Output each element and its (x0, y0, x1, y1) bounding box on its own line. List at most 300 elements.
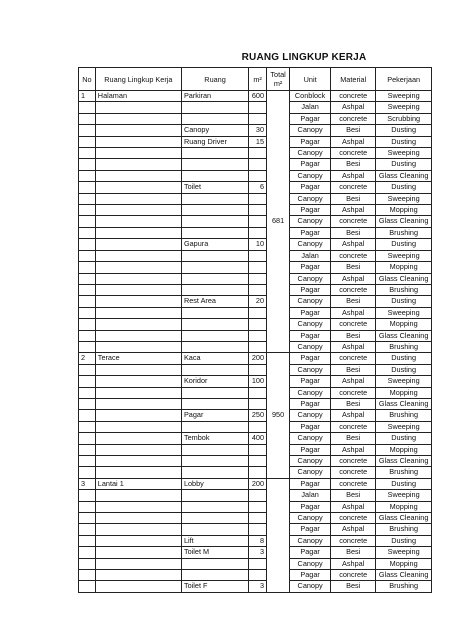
section-number-cell (79, 330, 96, 341)
pekerjaan-cell: Dusting (376, 535, 432, 546)
m2-cell (249, 330, 267, 341)
pekerjaan-cell: Brushing (376, 341, 432, 352)
ruang-cell (181, 444, 248, 455)
section-name-cell (95, 524, 181, 535)
section-number-cell (79, 182, 96, 193)
m2-cell: 100 (249, 376, 267, 387)
unit-cell: Pagar (290, 524, 331, 535)
section-number-cell: 2 (79, 353, 96, 364)
section-name-cell (95, 148, 181, 159)
section-name-cell (95, 273, 181, 284)
table-row (79, 159, 432, 170)
m2-cell (249, 490, 267, 501)
table-row (79, 227, 432, 238)
table-row (79, 433, 432, 444)
pekerjaan-cell: Glass Cleaning (376, 456, 432, 467)
table-row (79, 478, 432, 489)
pekerjaan-cell: Sweeping (376, 148, 432, 159)
section-number-cell (79, 410, 96, 421)
section-name-cell (95, 250, 181, 261)
unit-cell: Canopy (290, 125, 331, 136)
pekerjaan-cell: Sweeping (376, 307, 432, 318)
material-cell: Ashpal (331, 307, 376, 318)
pekerjaan-cell: Glass Cleaning (376, 398, 432, 409)
ruang-cell (181, 102, 248, 113)
table-header-row (79, 68, 432, 91)
ruang-cell (181, 319, 248, 330)
material-cell: concrete (331, 535, 376, 546)
m2-cell: 8 (249, 535, 267, 546)
pekerjaan-cell: Sweeping (376, 193, 432, 204)
section-number-cell (79, 205, 96, 216)
section-name-cell (95, 307, 181, 318)
table-row (79, 387, 432, 398)
unit-cell: Pagar (290, 353, 331, 364)
table-row (79, 250, 432, 261)
unit-cell: Pagar (290, 182, 331, 193)
unit-cell: Pagar (290, 284, 331, 295)
m2-cell (249, 205, 267, 216)
material-cell: concrete (331, 456, 376, 467)
total-cell: 681 (267, 91, 290, 353)
section-number-cell (79, 113, 96, 124)
unit-cell: Pagar (290, 136, 331, 147)
table-row (79, 284, 432, 295)
total-cell (267, 478, 290, 592)
table-row (79, 535, 432, 546)
section-number-cell (79, 467, 96, 478)
material-cell: Besi (331, 581, 376, 592)
section-number-cell (79, 159, 96, 170)
table-row (79, 193, 432, 204)
ruang-cell (181, 501, 248, 512)
section-name-cell (95, 182, 181, 193)
header-pekerjaan: Pekerjaan (376, 68, 432, 91)
section-name-cell (95, 159, 181, 170)
ruang-cell (181, 273, 248, 284)
table-row (79, 410, 432, 421)
table-row (79, 376, 432, 387)
section-name-cell (95, 456, 181, 467)
table-row (79, 490, 432, 501)
section-name-cell (95, 490, 181, 501)
unit-cell: Canopy (290, 433, 331, 444)
material-cell: concrete (331, 91, 376, 102)
unit-cell: Canopy (290, 456, 331, 467)
ruang-cell: Koridor (181, 376, 248, 387)
material-cell: Besi (331, 330, 376, 341)
ruang-cell (181, 524, 248, 535)
unit-cell: Canopy (290, 273, 331, 284)
unit-cell: Jalan (290, 490, 331, 501)
section-number-cell (79, 148, 96, 159)
material-cell: concrete (331, 284, 376, 295)
scope-table (78, 67, 432, 593)
section-name-cell (95, 296, 181, 307)
ruang-cell (181, 250, 248, 261)
section-number-cell (79, 558, 96, 569)
section-number-cell (79, 456, 96, 467)
pekerjaan-cell: Glass Cleaning (376, 330, 432, 341)
pekerjaan-cell: Dusting (376, 364, 432, 375)
material-cell: Besi (331, 433, 376, 444)
ruang-cell (181, 307, 248, 318)
m2-cell (249, 558, 267, 569)
table-row (79, 307, 432, 318)
unit-cell: Canopy (290, 239, 331, 250)
ruang-cell (181, 364, 248, 375)
unit-cell: Pagar (290, 547, 331, 558)
ruang-cell (181, 216, 248, 227)
ruang-cell (181, 330, 248, 341)
section-name-cell (95, 125, 181, 136)
ruang-cell (181, 421, 248, 432)
ruang-cell (181, 467, 248, 478)
section-name-cell: Terace (95, 353, 181, 364)
m2-cell: 6 (249, 182, 267, 193)
section-number-cell (79, 136, 96, 147)
ruang-cell: Lift (181, 535, 248, 546)
table-row (79, 398, 432, 409)
pekerjaan-cell: Glass Cleaning (376, 273, 432, 284)
section-name-cell (95, 433, 181, 444)
section-name-cell (95, 444, 181, 455)
section-name-cell (95, 421, 181, 432)
ruang-cell: Ruang Driver (181, 136, 248, 147)
unit-cell: Pagar (290, 227, 331, 238)
section-name-cell (95, 284, 181, 295)
section-number-cell (79, 490, 96, 501)
table-row (79, 570, 432, 581)
unit-cell: Canopy (290, 193, 331, 204)
section-name-cell (95, 581, 181, 592)
ruang-cell (181, 170, 248, 181)
section-name-cell (95, 535, 181, 546)
table-row (79, 444, 432, 455)
ruang-cell (181, 513, 248, 524)
ruang-cell: Kaca (181, 353, 248, 364)
unit-cell: Canopy (290, 535, 331, 546)
unit-cell: Canopy (290, 387, 331, 398)
ruang-cell: Lobby (181, 478, 248, 489)
section-name-cell (95, 227, 181, 238)
ruang-cell (181, 205, 248, 216)
pekerjaan-cell: Sweeping (376, 490, 432, 501)
section-number-cell (79, 444, 96, 455)
table-row (79, 262, 432, 273)
material-cell: Ashpal (331, 410, 376, 421)
unit-cell: Canopy (290, 296, 331, 307)
section-number-cell (79, 216, 96, 227)
material-cell: Ashpal (331, 341, 376, 352)
section-name-cell (95, 467, 181, 478)
m2-cell (249, 113, 267, 124)
section-number-cell (79, 387, 96, 398)
m2-cell (249, 364, 267, 375)
m2-cell (249, 284, 267, 295)
m2-cell (249, 273, 267, 284)
pekerjaan-cell: Mopping (376, 205, 432, 216)
section-number-cell (79, 341, 96, 352)
total-cell: 950 (267, 353, 290, 478)
unit-cell: Pagar (290, 376, 331, 387)
unit-cell: Canopy (290, 148, 331, 159)
table-row (79, 273, 432, 284)
header-ruang: Ruang (181, 68, 248, 91)
pekerjaan-cell: Sweeping (376, 547, 432, 558)
section-number-cell (79, 102, 96, 113)
section-number-cell (79, 433, 96, 444)
table-row (79, 319, 432, 330)
section-number-cell (79, 273, 96, 284)
material-cell: concrete (331, 570, 376, 581)
section-number-cell (79, 547, 96, 558)
pekerjaan-cell: Mopping (376, 262, 432, 273)
section-number-cell (79, 364, 96, 375)
m2-cell (249, 319, 267, 330)
material-cell: Besi (331, 296, 376, 307)
section-number-cell (79, 250, 96, 261)
unit-cell: Pagar (290, 444, 331, 455)
m2-cell: 3 (249, 581, 267, 592)
section-number-cell (79, 581, 96, 592)
section-number-cell (79, 376, 96, 387)
material-cell: concrete (331, 113, 376, 124)
unit-cell: Canopy (290, 410, 331, 421)
table-row (79, 456, 432, 467)
table-row (79, 239, 432, 250)
m2-cell: 200 (249, 353, 267, 364)
table-row (79, 296, 432, 307)
m2-cell (249, 102, 267, 113)
section-name-cell (95, 558, 181, 569)
ruang-cell (181, 227, 248, 238)
m2-cell (249, 216, 267, 227)
material-cell: concrete (331, 319, 376, 330)
section-name-cell (95, 341, 181, 352)
section-name-cell (95, 376, 181, 387)
pekerjaan-cell: Mopping (376, 558, 432, 569)
material-cell: concrete (331, 421, 376, 432)
ruang-cell: Toilet (181, 182, 248, 193)
pekerjaan-cell: Sweeping (376, 102, 432, 113)
section-number-cell (79, 170, 96, 181)
unit-cell: Canopy (290, 513, 331, 524)
m2-cell: 200 (249, 478, 267, 489)
m2-cell: 400 (249, 433, 267, 444)
section-number-cell (79, 524, 96, 535)
pekerjaan-cell: Scrubbing (376, 113, 432, 124)
table-row (79, 205, 432, 216)
pekerjaan-cell: Dusting (376, 239, 432, 250)
section-number-cell (79, 570, 96, 581)
header-material: Material (331, 68, 376, 91)
table-row (79, 513, 432, 524)
table-row (79, 330, 432, 341)
material-cell: Ashpal (331, 239, 376, 250)
header-m2: m² (249, 68, 267, 91)
material-cell: Ashpal (331, 170, 376, 181)
pekerjaan-cell: Brushing (376, 524, 432, 535)
material-cell: concrete (331, 478, 376, 489)
section-name-cell (95, 330, 181, 341)
ruang-cell (181, 193, 248, 204)
pekerjaan-cell: Brushing (376, 284, 432, 295)
m2-cell (249, 398, 267, 409)
ruang-cell (181, 284, 248, 295)
ruang-cell: Tembok (181, 433, 248, 444)
m2-cell (249, 159, 267, 170)
pekerjaan-cell: Sweeping (376, 91, 432, 102)
m2-cell (249, 341, 267, 352)
unit-cell: Pagar (290, 421, 331, 432)
m2-cell (249, 444, 267, 455)
m2-cell (249, 456, 267, 467)
pekerjaan-cell: Dusting (376, 159, 432, 170)
pekerjaan-cell: Brushing (376, 410, 432, 421)
m2-cell (249, 501, 267, 512)
pekerjaan-cell: Glass Cleaning (376, 513, 432, 524)
section-number-cell (79, 501, 96, 512)
table-row (79, 501, 432, 512)
table-row (79, 182, 432, 193)
pekerjaan-cell: Glass Cleaning (376, 170, 432, 181)
section-number-cell (79, 307, 96, 318)
ruang-cell: Canopy (181, 125, 248, 136)
m2-cell (249, 170, 267, 181)
unit-cell: Canopy (290, 216, 331, 227)
ruang-cell: Rest Area (181, 296, 248, 307)
table-row (79, 136, 432, 147)
unit-cell: Pagar (290, 478, 331, 489)
m2-cell (249, 513, 267, 524)
header-unit: Unit (290, 68, 331, 91)
section-number-cell: 1 (79, 91, 96, 102)
material-cell: Besi (331, 490, 376, 501)
pekerjaan-cell: Glass Cleaning (376, 570, 432, 581)
material-cell: Ashpal (331, 524, 376, 535)
unit-cell: Pagar (290, 398, 331, 409)
unit-cell: Pagar (290, 570, 331, 581)
section-name-cell (95, 570, 181, 581)
section-name-cell (95, 387, 181, 398)
ruang-cell (181, 159, 248, 170)
section-name-cell (95, 205, 181, 216)
section-name-cell (95, 364, 181, 375)
table-row (79, 581, 432, 592)
ruang-cell (181, 387, 248, 398)
ruang-cell (181, 113, 248, 124)
m2-cell: 30 (249, 125, 267, 136)
material-cell: Besi (331, 159, 376, 170)
section-name-cell (95, 113, 181, 124)
table-row (79, 547, 432, 558)
unit-cell: Pagar (290, 330, 331, 341)
unit-cell: Pagar (290, 307, 331, 318)
unit-cell: Pagar (290, 205, 331, 216)
section-number-cell (79, 262, 96, 273)
m2-cell (249, 193, 267, 204)
material-cell: Besi (331, 193, 376, 204)
pekerjaan-cell: Mopping (376, 319, 432, 330)
material-cell: concrete (331, 513, 376, 524)
section-number-cell: 3 (79, 478, 96, 489)
material-cell: Ashpal (331, 205, 376, 216)
section-name-cell: Lantai 1 (95, 478, 181, 489)
m2-cell: 15 (249, 136, 267, 147)
pekerjaan-cell: Brushing (376, 227, 432, 238)
material-cell: Ashpal (331, 444, 376, 455)
table-row (79, 91, 432, 102)
ruang-cell (181, 490, 248, 501)
section-name-cell (95, 501, 181, 512)
section-name-cell (95, 170, 181, 181)
m2-cell (249, 421, 267, 432)
m2-cell: 20 (249, 296, 267, 307)
material-cell: Ashpal (331, 376, 376, 387)
pekerjaan-cell: Dusting (376, 478, 432, 489)
table-row (79, 524, 432, 535)
m2-cell: 250 (249, 410, 267, 421)
m2-cell (249, 387, 267, 398)
section-name-cell (95, 319, 181, 330)
unit-cell: Canopy (290, 341, 331, 352)
unit-cell: Canopy (290, 558, 331, 569)
ruang-cell (181, 262, 248, 273)
unit-cell: Pagar (290, 501, 331, 512)
header-no: No (79, 68, 96, 91)
material-cell: Ashpal (331, 102, 376, 113)
section-name-cell (95, 136, 181, 147)
unit-cell: Conblock (290, 91, 331, 102)
material-cell: concrete (331, 250, 376, 261)
table-row (79, 148, 432, 159)
unit-cell: Pagar (290, 159, 331, 170)
pekerjaan-cell: Mopping (376, 387, 432, 398)
title-text: RUANG LINGKUP KERJA (241, 52, 367, 63)
table-row (79, 353, 432, 364)
section-name-cell (95, 513, 181, 524)
material-cell: concrete (331, 387, 376, 398)
m2-cell (249, 262, 267, 273)
unit-cell: Canopy (290, 319, 331, 330)
document-title (0, 52, 474, 63)
table-row (79, 341, 432, 352)
unit-cell: Jalan (290, 102, 331, 113)
table-row (79, 364, 432, 375)
pekerjaan-cell: Brushing (376, 467, 432, 478)
material-cell: Besi (331, 227, 376, 238)
unit-cell: Canopy (290, 467, 331, 478)
table-row (79, 467, 432, 478)
ruang-cell: Parkiran (181, 91, 248, 102)
m2-cell: 600 (249, 91, 267, 102)
ruang-cell: Toilet F (181, 581, 248, 592)
section-number-cell (79, 227, 96, 238)
ruang-cell (181, 341, 248, 352)
table-row (79, 216, 432, 227)
section-name-cell (95, 262, 181, 273)
pekerjaan-cell: Dusting (376, 136, 432, 147)
section-name-cell (95, 216, 181, 227)
pekerjaan-cell: Sweeping (376, 421, 432, 432)
pekerjaan-cell: Glass Cleaning (376, 216, 432, 227)
material-cell: concrete (331, 353, 376, 364)
ruang-cell: Gapura (181, 239, 248, 250)
material-cell: Besi (331, 262, 376, 273)
section-name-cell (95, 410, 181, 421)
ruang-cell: Pagar (181, 410, 248, 421)
